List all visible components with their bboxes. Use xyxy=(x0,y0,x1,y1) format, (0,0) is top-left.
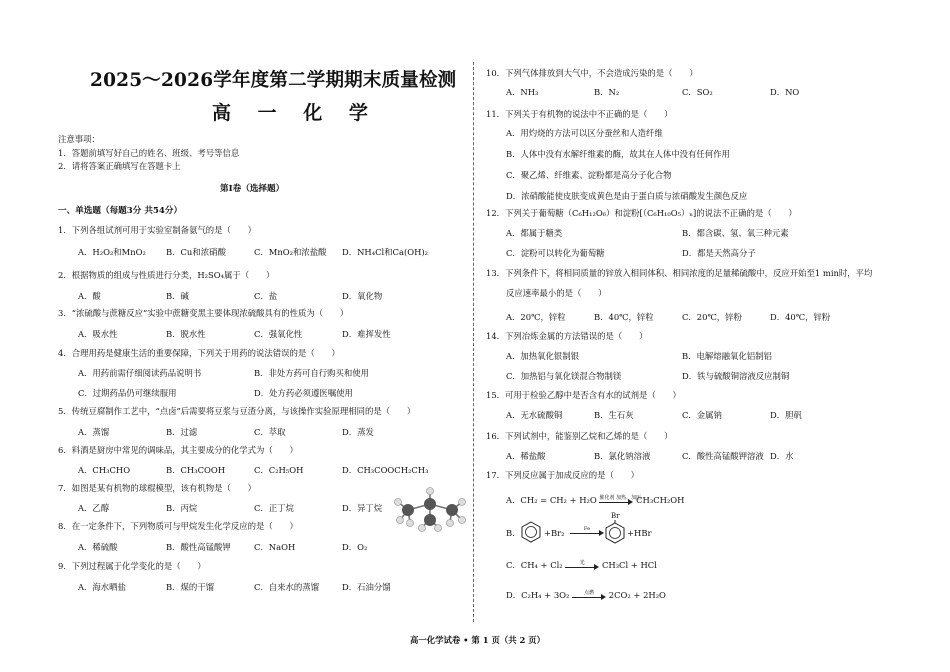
q17-option-a xyxy=(506,495,684,506)
answer-option[interactable]: D．都是天然高分子 xyxy=(682,248,756,258)
notice-item: 2．请将答案正确填写在答题卡上 xyxy=(58,161,181,171)
answer-option[interactable]: B．人体中没有水解纤维素的酶，故其在人体中没有任何作用 xyxy=(506,149,730,159)
answer-option[interactable]: B．生石灰 xyxy=(594,410,634,420)
q17-d-products: 2CO₂ + 2H₂O xyxy=(608,590,666,600)
answer-option[interactable]: B．氯化钠溶液 xyxy=(594,451,651,461)
subject-title: 高 一 化 学 xyxy=(212,102,378,124)
answer-option[interactable]: C．聚乙烯、纤维素、淀粉都是高分子化合物 xyxy=(506,170,672,180)
question-stem: 14．下列冶炼金属的方法错误的是（ ） xyxy=(486,331,648,341)
reaction-condition: 点燃 xyxy=(584,589,595,596)
question-stem: 8．在一定条件下，下列物质可与甲烷发生化学反应的是（ ） xyxy=(58,521,298,531)
section-title: 一、单选题（每题3分 共54分） xyxy=(58,206,183,216)
answer-option[interactable]: A．加热氧化银制银 xyxy=(506,351,580,361)
q17-c-products: CH₃Cl + HCl xyxy=(601,560,657,570)
answer-option[interactable]: A．稀硫酸 xyxy=(78,542,118,552)
answer-option[interactable]: D．水 xyxy=(770,451,794,461)
answer-option[interactable]: A．酸 xyxy=(78,291,101,301)
answer-option[interactable]: C．淀粉可以转化为葡萄糖 xyxy=(506,248,605,258)
answer-option[interactable]: C．盐 xyxy=(254,291,278,301)
answer-option[interactable]: B．过滤 xyxy=(166,427,198,437)
question-stem: 12．下列关于葡萄糖（C₆H₁₂O₆）和淀粉[（C₆H₁₀O₅）ₙ]的说法不正确的是（ ） xyxy=(486,208,797,218)
answer-option[interactable]: C．金属钠 xyxy=(682,410,722,420)
question-stem-continued: 反应速率最小的是（ ） xyxy=(506,288,607,298)
q17-b-products: +HBr xyxy=(627,528,652,538)
answer-option[interactable]: B．碱 xyxy=(166,291,189,301)
question-stem: 17．下列反应属于加成反应的是（ ） xyxy=(486,470,640,480)
answer-option[interactable]: D．蒸发 xyxy=(342,427,374,437)
answer-option[interactable]: C．过期药品仍可继续服用 xyxy=(78,388,177,398)
q17-option-d xyxy=(506,590,666,601)
answer-option[interactable]: B．40℃，锌粒 xyxy=(594,312,654,322)
reaction-arrow xyxy=(599,494,642,506)
answer-option[interactable]: D．难挥发性 xyxy=(342,329,391,339)
reaction-arrow xyxy=(565,561,599,571)
answer-option[interactable]: D．胆矾 xyxy=(770,410,802,420)
answer-option[interactable]: C．萃取 xyxy=(254,427,286,437)
column-divider xyxy=(473,62,474,622)
answer-option[interactable]: D．CH₃COOCH₂CH₃ xyxy=(342,465,429,475)
question-stem: 3．“浓硫酸与蔗糖反应”实验中蔗糖变黑主要体现浓硫酸具有的性质为（ ） xyxy=(58,308,349,318)
ball-stick-model-image xyxy=(388,480,472,532)
notice-heading: 注意事项： xyxy=(58,134,100,144)
answer-option[interactable]: C．SO₂ xyxy=(682,87,713,97)
answer-option[interactable]: B．电解熔融氧化铝制铝 xyxy=(682,351,772,361)
reaction-condition: Fe xyxy=(583,525,591,532)
reaction-arrow xyxy=(572,591,606,601)
q17-option-c xyxy=(506,560,657,571)
answer-option[interactable]: C．酸性高锰酸钾溶液 xyxy=(682,451,764,461)
answer-option[interactable]: C．自来水的蒸馏 xyxy=(254,582,320,592)
answer-option[interactable]: A．乙醇 xyxy=(78,503,110,513)
reaction-arrow xyxy=(570,527,604,537)
answer-option[interactable]: D．O₂ xyxy=(342,542,368,552)
answer-option[interactable]: A．用灼烧的方法可以区分蚕丝和人造纤维 xyxy=(506,128,663,138)
answer-option[interactable]: C．加热铝与氧化镁混合物制镁 xyxy=(506,371,622,381)
reaction-condition: 催化剂 加热、加压 xyxy=(599,494,642,501)
answer-option[interactable]: D．氧化物 xyxy=(342,291,383,301)
answer-option[interactable]: D．铁与硫酸铜溶液反应制铜 xyxy=(682,371,790,381)
answer-option[interactable]: B．非处方药可自行购买和使用 xyxy=(254,368,370,378)
answer-option[interactable]: A．海水晒盐 xyxy=(78,582,126,592)
q17-a-products: CH₃CH₂OH xyxy=(636,495,685,505)
question-stem: 5．传统豆腐制作工艺中，“点卤”后需要将豆浆与豆渣分离，与该操作实验原理相同的是（ ） xyxy=(58,406,416,416)
answer-option[interactable]: A．H₂O₂和MnO₂ xyxy=(78,247,146,257)
answer-option[interactable]: C．正丁烷 xyxy=(254,503,294,513)
answer-option[interactable]: D．异丁烷 xyxy=(342,503,383,513)
question-stem: 7．如图是某有机物的球棍模型，该有机物是（ ） xyxy=(58,483,256,493)
answer-option[interactable]: A．吸水性 xyxy=(78,329,118,339)
question-stem: 13．下列条件下，将相同质量的锌放入相同体积、相同浓度的足量稀硫酸中，反应开始至1 min时，平均 xyxy=(486,268,873,278)
answer-option[interactable]: A．稀盐酸 xyxy=(506,451,546,461)
bromobenzene-ring-icon xyxy=(604,520,626,544)
page-footer: 高一化学试卷 • 第 1 页（共 2 页） xyxy=(410,635,546,645)
answer-option[interactable]: B．酸性高锰酸钾 xyxy=(166,542,231,552)
q17-a-reactants: A．CH₂ = CH₂ + H₂O xyxy=(506,495,597,505)
question-stem: 4．合理用药是健康生活的重要保障，下列关于用药的说法错误的是（ ） xyxy=(58,348,340,358)
question-stem: 16．下列试剂中，能鉴别乙烷和乙烯的是（ ） xyxy=(486,431,673,441)
part-title: 第Ⅰ卷（选择题） xyxy=(220,184,285,194)
question-stem: 9．下列过程属于化学变化的是（ ） xyxy=(58,561,206,571)
answer-option[interactable]: D．NH₄Cl和Ca(OH)₂ xyxy=(342,247,429,257)
question-stem: 11．下列关于有机物的说法中不正确的是（ ） xyxy=(486,109,673,119)
reaction-condition: 光 xyxy=(579,559,585,566)
notice-item: 1．答题前填写好自己的姓名、班级、考号等信息 xyxy=(58,148,240,158)
answer-option[interactable]: D．浓硝酸能使皮肤变成黄色是由于蛋白质与浓硝酸发生颜色反应 xyxy=(506,191,748,201)
q17-c-reactants: C．CH₄ + Cl₂ xyxy=(506,560,563,570)
answer-option[interactable]: A．都属于糖类 xyxy=(506,228,563,238)
answer-option[interactable]: A．20℃，锌粒 xyxy=(506,312,566,322)
question-stem: 10．下列气体排放到大气中，不会造成污染的是（ ） xyxy=(486,68,698,78)
answer-option[interactable]: D．处方药必须遵医嘱使用 xyxy=(254,388,353,398)
answer-option[interactable]: B．都含碳、氢、氧三种元素 xyxy=(682,228,789,238)
benzene-ring-icon xyxy=(520,520,542,544)
question-stem: 2．根据物质的组成与性质进行分类，H₂SO₄属于（ ） xyxy=(58,270,275,280)
answer-option[interactable]: C．C₂H₅OH xyxy=(254,465,304,475)
answer-option[interactable]: D．40℃，锌粉 xyxy=(770,312,831,322)
q17-option-b xyxy=(506,528,521,539)
bromo-substituent: Br xyxy=(611,512,620,520)
answer-option[interactable]: D．NO xyxy=(770,87,800,97)
question-stem: 1．下列各组试剂可用于实验室制备氨气的是（ ） xyxy=(58,225,256,235)
answer-option[interactable]: C．MnO₂和浓盐酸 xyxy=(254,247,327,257)
answer-option[interactable]: B．脱水性 xyxy=(166,329,206,339)
answer-option[interactable]: C．20℃，锌粉 xyxy=(682,312,742,322)
answer-option[interactable]: B．N₂ xyxy=(594,87,620,97)
question-stem: 15．可用于检验乙醇中是否含有水的试剂是（ ） xyxy=(486,390,681,400)
answer-option[interactable]: D．石油分馏 xyxy=(342,582,391,592)
answer-option[interactable]: A．用药前需仔细阅读药品说明书 xyxy=(78,368,202,378)
q17-b-reagent: +Br₂ xyxy=(544,528,565,538)
q17-d-reactants: D．C₂H₄ + 3O₂ xyxy=(506,590,570,600)
answer-option[interactable]: B．Cu和浓硝酸 xyxy=(166,247,226,257)
q17-b-label: B． xyxy=(506,528,521,538)
exam-title: 2025～2026学年度第二学期期末质量检测 xyxy=(90,70,457,91)
answer-option[interactable]: A．CH₃CHO xyxy=(78,465,131,475)
answer-option[interactable]: A．无水硫酸铜 xyxy=(506,410,563,420)
answer-option[interactable]: C．NaOH xyxy=(254,542,296,552)
answer-option[interactable]: B．煤的干馏 xyxy=(166,582,215,592)
q17-b-arrow-wrap xyxy=(570,526,604,537)
answer-option[interactable]: A．NH₃ xyxy=(506,87,539,97)
answer-option[interactable]: B．CH₃COOH xyxy=(166,465,226,475)
answer-option[interactable]: B．丙烷 xyxy=(166,503,198,513)
question-stem: 6．料酒是厨房中常见的调味品，其主要成分的化学式为（ ） xyxy=(58,445,298,455)
answer-option[interactable]: C．强氧化性 xyxy=(254,329,303,339)
answer-option[interactable]: A．蒸馏 xyxy=(78,427,110,437)
